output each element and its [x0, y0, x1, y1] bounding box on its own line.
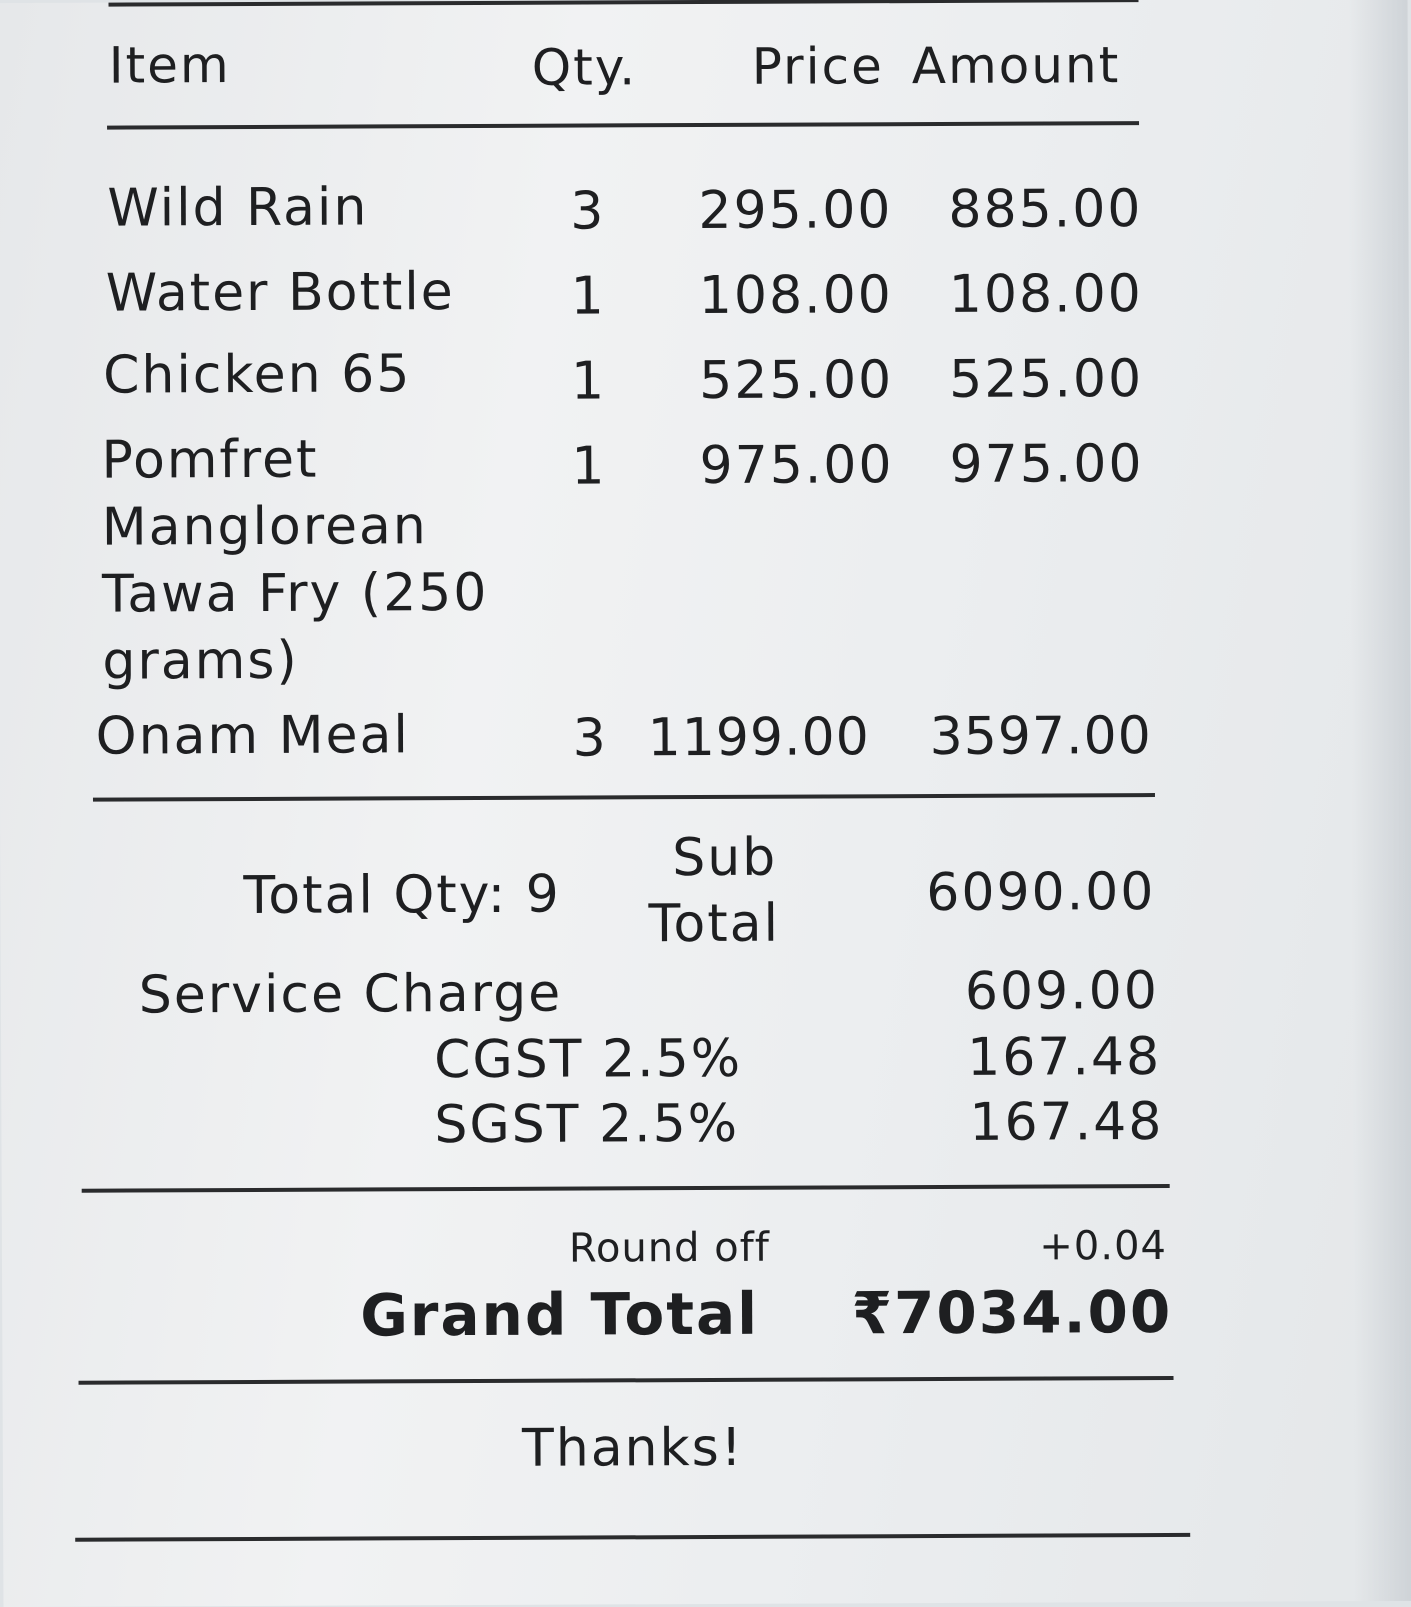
- item-qty: 1: [570, 351, 607, 412]
- item-name: Wild Rain: [107, 177, 369, 239]
- round-off-label: Round off: [568, 1224, 770, 1272]
- cgst-value: 167.48: [967, 1027, 1162, 1088]
- item-name: Onam Meal: [95, 705, 410, 767]
- item-qty: 1: [571, 436, 607, 497]
- grand-total-divider: [79, 1376, 1174, 1385]
- header-qty: Qty.: [531, 38, 638, 97]
- item-price: 975.00: [699, 435, 894, 497]
- item-price: 108.00: [698, 265, 893, 327]
- total-qty: Total Qty: 9: [243, 864, 561, 927]
- subtotal-label-bottom: Total: [648, 893, 781, 955]
- subtotal-value: 6090.00: [926, 862, 1156, 924]
- header-item: Item: [108, 36, 231, 95]
- items-divider: [93, 793, 1155, 802]
- item-price: 525.00: [699, 350, 894, 412]
- top-divider: [109, 0, 1139, 7]
- item-name: Pomfret Manglorean Tawa Fry (250 grams): [101, 429, 489, 692]
- header-amount: Amount: [911, 36, 1121, 96]
- sgst-label: SGST 2.5%: [434, 1093, 740, 1156]
- service-charge-label: Service Charge: [138, 963, 563, 1026]
- header-divider: [107, 121, 1139, 130]
- item-amount: 525.00: [949, 349, 1144, 410]
- item-amount: 885.00: [948, 179, 1143, 240]
- subtotal-label-top: Sub: [672, 827, 778, 889]
- service-charge-value: 609.00: [964, 961, 1159, 1022]
- item-name: Chicken 65: [103, 344, 412, 406]
- header-price: Price: [751, 37, 884, 96]
- item-qty: 3: [572, 708, 608, 769]
- item-qty: 1: [570, 266, 606, 327]
- item-amount: 3597.00: [929, 706, 1152, 768]
- item-qty: 3: [570, 181, 606, 242]
- cgst-label: CGST 2.5%: [433, 1028, 743, 1091]
- bottom-divider: [75, 1533, 1190, 1542]
- item-amount: 108.00: [948, 264, 1143, 325]
- grand-total-value: ₹7034.00: [851, 1277, 1173, 1348]
- paper-shadow: [1347, 0, 1411, 1601]
- item-price: 295.00: [698, 180, 893, 242]
- item-price: 1199.00: [647, 707, 870, 769]
- grand-total-label: Grand Total: [360, 1279, 760, 1350]
- round-off-value: +0.04: [1039, 1222, 1168, 1270]
- thanks-message: Thanks!: [521, 1417, 744, 1479]
- sgst-value: 167.48: [969, 1092, 1164, 1153]
- totals-divider: [82, 1184, 1170, 1193]
- item-name: Water Bottle: [105, 262, 455, 324]
- item-amount: 975.00: [949, 434, 1144, 495]
